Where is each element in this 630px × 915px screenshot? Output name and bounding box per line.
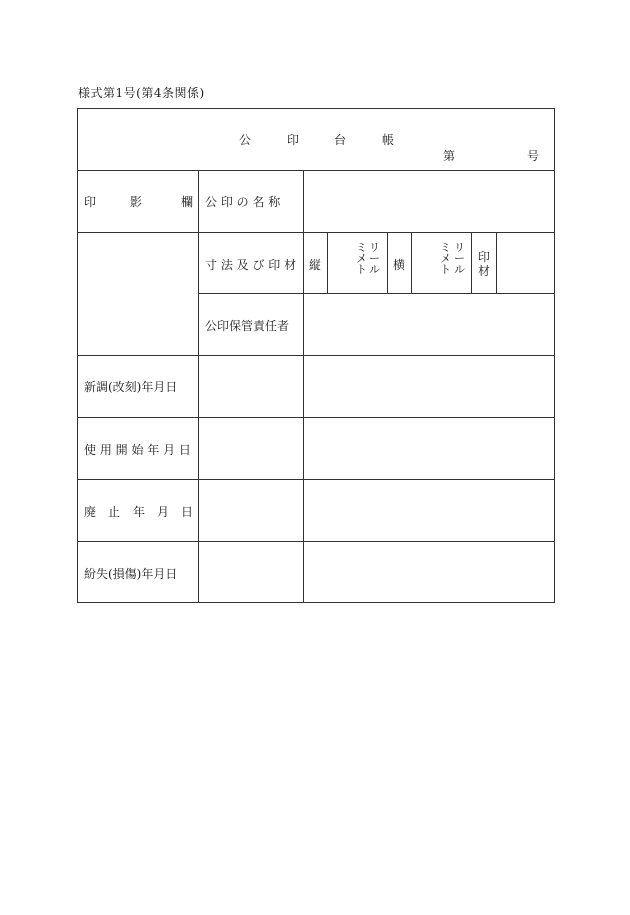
row-divider [77, 417, 555, 418]
column-divider [411, 232, 412, 293]
form-title-char: 帳 [382, 133, 395, 147]
impression-column-char: 印 [84, 195, 97, 209]
row-divider [77, 170, 555, 171]
form-title-char: 公 [239, 133, 252, 147]
column-divider [327, 232, 328, 293]
abolish-date-char: 年 [133, 505, 146, 519]
column-divider [387, 232, 388, 293]
seal-name-label: 公 印 の 名 称 [205, 195, 281, 209]
new-date-label: 新調(改刻)年月日 [84, 380, 178, 394]
abolish-date-char: 止 [108, 505, 121, 519]
millimeter-unit-text: ミ メ ト [356, 241, 367, 276]
custodian-label: 公印保管責任者 [205, 319, 290, 333]
abolish-date-char: 廃 [84, 505, 97, 519]
millimeter-unit-text: ミ メ ト [440, 241, 451, 276]
row-divider [198, 293, 555, 294]
row-divider [77, 479, 555, 480]
impression-column-char: 影 [130, 195, 143, 209]
column-divider [303, 170, 304, 603]
form-number-label: 様式第1号(第4条関係) [78, 86, 205, 100]
millimeter-unit-text: リ ー ル [369, 241, 380, 276]
column-divider [198, 170, 199, 603]
impression-column-char: 欄 [181, 195, 194, 209]
form-title-char: 印 [287, 133, 300, 147]
row-divider [77, 232, 555, 233]
millimeter-unit-text: リ ー ル [454, 241, 465, 276]
column-divider [471, 232, 472, 293]
horizontal-label: 横 [393, 258, 406, 272]
abolish-date-char: 日 [181, 505, 194, 519]
row-divider [77, 541, 555, 542]
abolish-date-char: 月 [157, 505, 170, 519]
register-number-char: 号 [527, 149, 540, 163]
seal-material-label: 印 材 [477, 250, 490, 278]
vertical-label: 縦 [309, 258, 322, 272]
row-divider [77, 355, 555, 356]
dimensions-label: 寸 法 及 び 印 材 [205, 258, 297, 272]
lost-date-label: 紛失(損傷)年月日 [84, 567, 178, 581]
column-divider [496, 232, 497, 293]
start-date-label: 使 用 開 始 年 月 日 [84, 443, 191, 457]
register-number-char: 第 [443, 149, 456, 163]
form-title-char: 台 [334, 133, 347, 147]
